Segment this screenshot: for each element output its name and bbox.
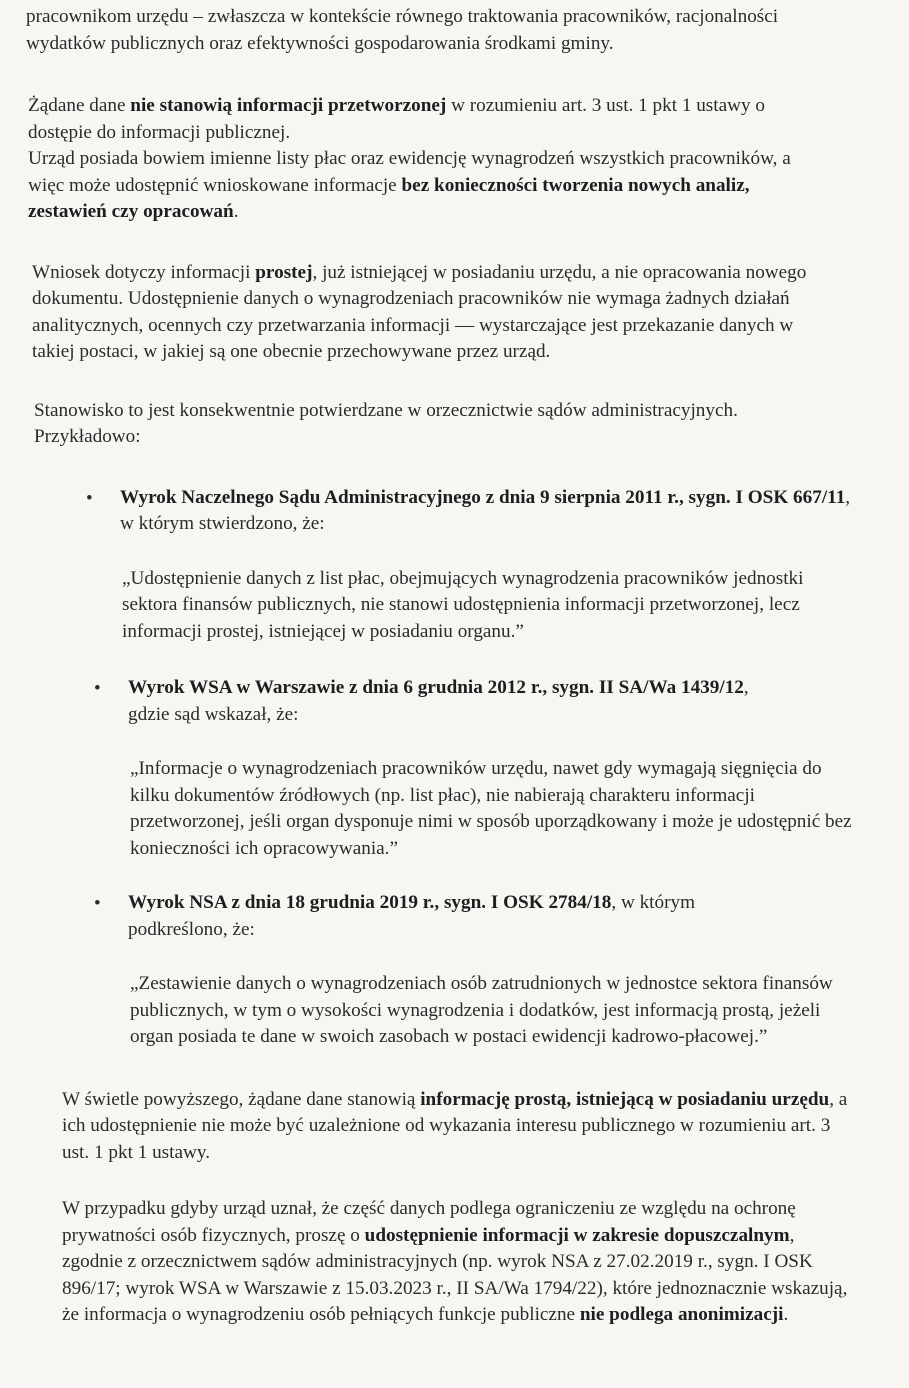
paragraph-text: Stanowisko to jest konsekwentnie potwierdzane w orzecznictwie sądów administracyjnych. Przykładowo: [34, 399, 738, 447]
bullet-icon: • [94, 893, 101, 914]
paragraph-conclusion [62, 1087, 851, 1167]
case-citation: Wyrok NSA z dnia 18 grudnia 2019 r., sygn. I OSK 2784/18 [128, 892, 612, 913]
paragraph-text: w rozumieniu art. 3 ust. 1 pkt 1 ustawy o dostępie do informacji publicznej. [28, 95, 765, 143]
paragraph-text: . [783, 1304, 789, 1325]
paragraph-text: gdzie sąd wskazał, że: [128, 703, 299, 725]
bullet-icon: • [94, 678, 101, 699]
case-citation: Wyrok Naczelnego Sądu Administracyjnego z dnia 9 sierpnia 2011 r., sygn. I OSK 667/11 [120, 486, 846, 508]
paragraph-text: , a ich udostępnienie nie może być uzależnione od wykazania interesu publicznego w rozumieniu art. 3 ust. 1 pkt 1 ustawy. [62, 1088, 848, 1163]
case-citation: Wyrok WSA w Warszawie z dnia 6 grudnia 2012 r., sygn. II SA/Wa 1439/12 [128, 677, 744, 698]
paragraph-not-processed-information [28, 93, 821, 226]
bold-phrase: nie podlega anonimizacji [579, 1304, 784, 1325]
paragraph-case-law-intro [34, 398, 821, 451]
paragraph-text: Żądane dane [28, 95, 131, 116]
bullet-icon: • [86, 487, 93, 509]
bold-phrase: udostępnienie informacji w zakresie dopuszczalnym [364, 1224, 790, 1246]
bold-phrase: informację prostą, istniejącą w posiadaniu urzędu [420, 1088, 830, 1110]
paragraph-text: , zgodnie z orzecznictwem sądów administracyjnych (np. wyrok NSA z 27.02.2019 r., sygn. I OSK 896/17; wyrok WSA w Warszawie z 15.03.2023 r., II SA/Wa 1794/22), które jednoznacznie wskazują, że informacja o wynagrodzeniu osób pełniących funkcje publiczne [62, 1224, 848, 1325]
case-law-quote: „Zestawienie danych o wynagrodzeniach osób zatrudnionych w jednostce sektora finansów publicznych, w tym o wysokości wynagrodzenia i dodatków, jest informacją prostą, jeżeli organ posiada te dane w swoich zasobach w postaci ewidencji kadrowo-płacowej.” [130, 973, 833, 1047]
paragraph-text: , [743, 677, 749, 698]
case-law-item [94, 890, 861, 1051]
paragraph-text: pracownikom urzędu – zwłaszcza w kontekście równego traktowania pracowników, racjonalności wydatków publicznych oraz efektywności gospodarowania środkami gminy. [26, 6, 779, 54]
case-law-title [120, 485, 861, 538]
case-law-quote: „Udostępnienie danych z list płac, obejmujących wynagrodzenia pracowników jednostki sektora finansów publicznych, nie stanowi udostępnienia informacji przetworzonej, lecz informacji prostej, istniejącej w posiadaniu organu.” [122, 567, 804, 642]
paragraph-text: , już istniejącej w posiadaniu urzędu, a nie opracowania nowego dokumentu. Udostępnienie danych o wynagrodzeniach pracowników nie wymaga żadnych działań analitycznych, ocennych czy przetwarzania informacji — wystarczające jest przekazanie danych w takiej postaci, w jakiej są one obecnie przechowywane przez urząd. [32, 261, 807, 362]
paragraph-text: W świetle powyższego, żądane dane stanowią [62, 1088, 421, 1110]
bold-phrase: nie stanowią informacji przetworzonej [130, 95, 447, 116]
paragraph-text: . [233, 201, 239, 222]
paragraph-intro-continuation [26, 4, 821, 57]
bold-phrase: prostej [255, 261, 313, 283]
case-law-quote: „Informacje o wynagrodzeniach pracowników urzędu, nawet gdy wymagają sięgnięcia do kilku dokumentów źródłowych (np. list płac), nie nabierają charakteru informacji przetworzonej, jeśli organ dysponuje nimi w sposób uporządkowany i może je udostępnić bez konieczności ich opracowywania.” [130, 758, 852, 859]
paragraph-text: , w którym [611, 892, 696, 913]
case-law-item [86, 485, 861, 646]
paragraph-privacy-request [62, 1196, 851, 1329]
paragraph-text: podkreślono, że: [128, 918, 255, 940]
paragraph-text: W przypadku gdyby urząd uznał, że część danych podlega ograniczeniu ze względu na ochronę prywatności osób fizycznych, proszę o [62, 1198, 796, 1246]
paragraph-text: , w którym stwierdzono, że: [120, 486, 851, 534]
bold-phrase: bez konieczności tworzenia nowych analiz, zestawień czy opracowań [28, 174, 750, 222]
case-law-title [128, 675, 861, 728]
case-law-item [94, 675, 861, 862]
paragraph-simple-information [32, 260, 821, 366]
case-law-title [128, 890, 861, 943]
paragraph-text: Urząd posiada bowiem imienne listy płac oraz ewidencję wynagrodzeń wszystkich pracowników, a więc może udostępnić wnioskowane informacje [28, 148, 791, 196]
paragraph-text: Wniosek dotyczy informacji [32, 261, 256, 283]
